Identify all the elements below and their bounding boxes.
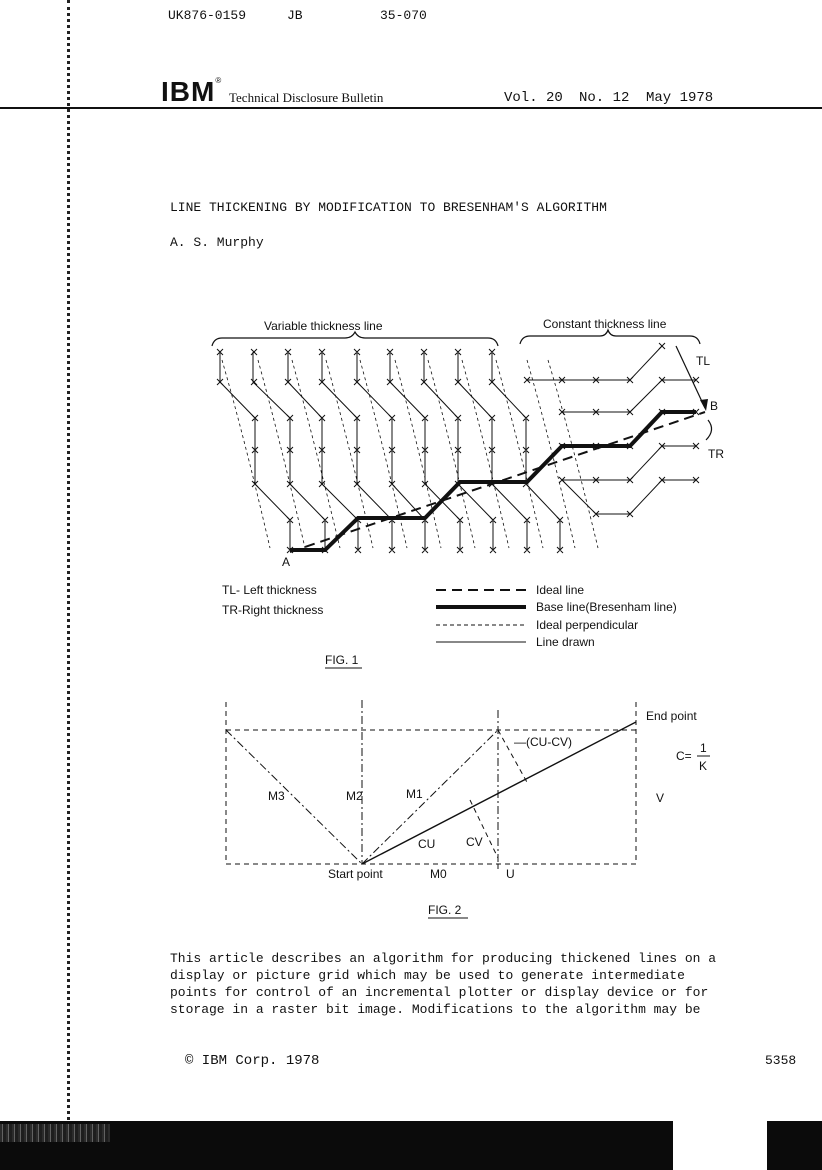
legend-ideal-perpendicular: Ideal perpendicular	[536, 618, 639, 632]
body-line: display or picture grid which may be used to generate intermediate	[170, 968, 685, 983]
constant-thickness-label: Constant thickness line	[543, 317, 667, 331]
issue-number: No. 12	[579, 90, 630, 106]
start-end-line	[362, 722, 636, 864]
scan-white-patch	[673, 1121, 767, 1170]
issue-date: May 1978	[646, 90, 714, 106]
tl-label: TL	[696, 354, 711, 368]
body-line: storage in a raster bit image. Modifications to the algorithm may be	[170, 1002, 701, 1017]
c-equation-label: C=	[676, 749, 692, 763]
m3-line	[226, 730, 362, 864]
v-label: V	[656, 791, 665, 805]
page-number: 5358	[765, 1053, 797, 1068]
doc-id: UK876-0159	[168, 8, 247, 23]
u-label: U	[506, 867, 515, 881]
body-line: points for control of an incremental plotter or display device or for	[170, 985, 709, 1000]
cv-label: CV	[466, 835, 483, 849]
constant-brace	[520, 330, 700, 344]
tr-arrow	[706, 420, 712, 440]
constant-line-rows	[527, 346, 696, 514]
legend-ideal-line: Ideal line	[536, 583, 585, 597]
fig2-caption: FIG. 2	[428, 903, 462, 917]
m1-label: M1	[406, 787, 423, 801]
body-line: This article describes an algorithm for producing thickened lines on a	[170, 951, 717, 966]
variable-brace	[212, 332, 498, 346]
constant-point-markers	[524, 343, 699, 517]
initials: JB	[287, 8, 303, 23]
ibm-logo-text: IBM	[161, 76, 216, 107]
point-a-label: A	[282, 555, 291, 569]
end-point-label: End point	[646, 709, 697, 723]
article-author: A. S. Murphy	[170, 235, 264, 250]
reference-number: 35-070	[380, 8, 427, 23]
variable-thickness-label: Variable thickness line	[264, 319, 383, 333]
tl-arrowhead	[700, 399, 708, 411]
c-numerator: 1	[700, 741, 707, 755]
legend-line-drawn: Line drawn	[536, 635, 595, 649]
cu-cv-label: —(CU-CV)	[514, 735, 572, 749]
body-paragraph	[170, 950, 770, 1018]
start-point-label: Start point	[328, 867, 383, 881]
legend-tl: TL- Left thickness	[222, 583, 317, 597]
point-b-label: B	[710, 399, 719, 413]
figure-2	[0, 680, 822, 920]
cu-label: CU	[418, 837, 436, 851]
m3-label: M3	[268, 789, 285, 803]
scan-noise	[0, 1124, 110, 1142]
bulletin-name: Technical Disclosure Bulletin	[229, 90, 384, 105]
volume: Vol. 20	[504, 90, 563, 106]
cv-line	[470, 800, 498, 858]
tr-label: TR	[708, 447, 724, 461]
c-denominator: K	[699, 759, 708, 773]
m2-label: M2	[346, 789, 363, 803]
legend-tr: TR-Right thickness	[222, 603, 324, 617]
m0-label: M0	[430, 867, 447, 881]
registered-mark: ®	[215, 76, 222, 85]
legend-base-line: Base line(Bresenham line)	[536, 600, 677, 614]
article-title: LINE THICKENING BY MODIFICATION TO BRESENHAM'S ALGORITHM	[170, 200, 607, 215]
fig1-caption: FIG. 1	[325, 653, 359, 667]
copyright: © IBM Corp. 1978	[185, 1053, 320, 1069]
